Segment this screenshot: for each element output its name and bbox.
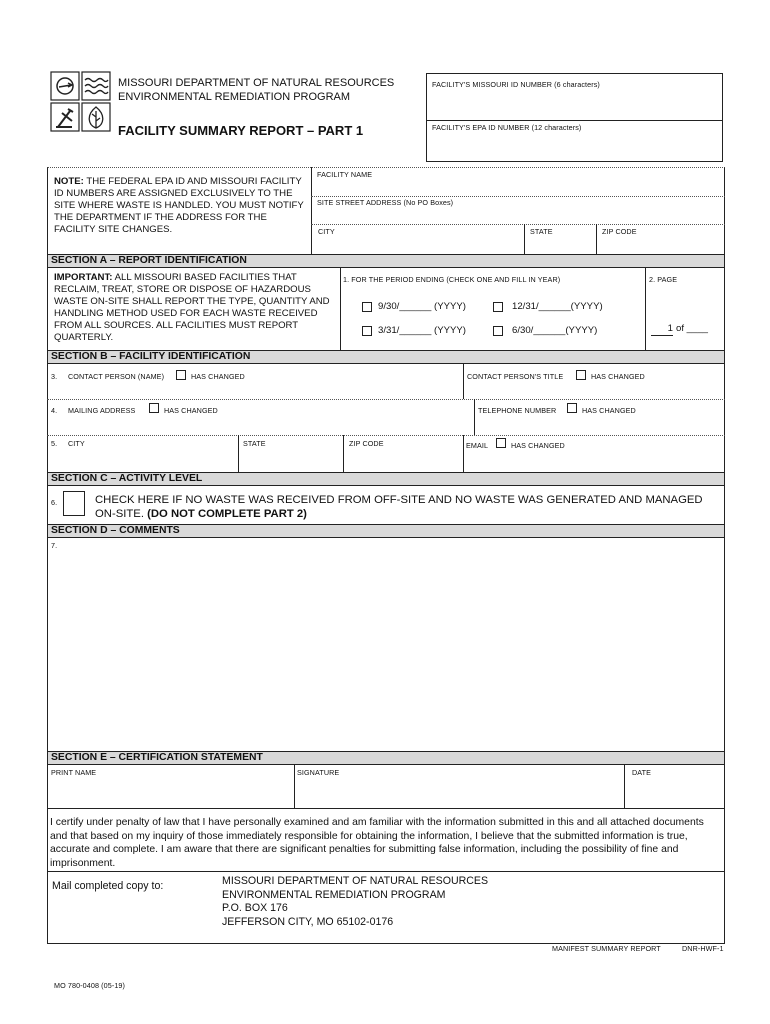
mailing-state-field[interactable] <box>239 450 342 471</box>
form-code: DNR-HWF-1 <box>682 944 724 953</box>
item-7-number: 7. <box>51 541 58 550</box>
print-name-field[interactable] <box>48 777 293 806</box>
mailing-zip-field[interactable] <box>344 450 462 471</box>
telephone-field[interactable] <box>475 416 724 435</box>
telephone-label: TELEPHONE NUMBER <box>478 406 557 415</box>
page-label: 2. PAGE <box>649 275 678 284</box>
section-a-heading: SECTION A – REPORT IDENTIFICATION <box>47 254 725 268</box>
mailing-zip-label: ZIP CODE <box>349 439 384 448</box>
email-changed-checkbox[interactable] <box>496 438 506 448</box>
no-waste-checkbox[interactable] <box>63 491 85 516</box>
period-630-text: 6/30/______(YYYY) <box>512 325 598 336</box>
contact-title-changed-checkbox[interactable] <box>576 370 586 380</box>
contact-name-changed-checkbox[interactable] <box>176 370 186 380</box>
mailing-state-label: STATE <box>243 439 266 448</box>
facility-zip-label: ZIP CODE <box>602 227 637 236</box>
mailing-address-field[interactable] <box>48 416 472 435</box>
facility-zip-field[interactable] <box>597 235 723 253</box>
mail-address-line-3: P.O. BOX 176 <box>222 902 288 915</box>
email-field[interactable] <box>464 452 724 471</box>
page-of-total[interactable]: of ____ <box>676 323 709 334</box>
mail-address <box>222 875 488 929</box>
page-number[interactable]: 1 <box>651 323 673 336</box>
manifest-summary-label: MANIFEST SUMMARY REPORT <box>552 944 661 953</box>
mailing-address-label: MAILING ADDRESS <box>68 406 136 415</box>
section-e-heading: SECTION E – CERTIFICATION STATEMENT <box>47 751 725 765</box>
print-name-label: PRINT NAME <box>51 768 97 777</box>
period-930-checkbox[interactable] <box>362 302 372 312</box>
contact-title-changed-label: HAS CHANGED <box>591 372 645 381</box>
mailing-city-field[interactable] <box>48 450 237 471</box>
period-331-checkbox[interactable] <box>362 326 372 336</box>
dnr-logo <box>50 71 112 133</box>
telephone-changed-label: HAS CHANGED <box>582 406 636 415</box>
epa-id-label: FACILITY'S EPA ID NUMBER (12 characters) <box>432 123 582 132</box>
item-6-number: 6. <box>51 498 58 507</box>
missouri-id-label: FACILITY'S MISSOURI ID NUMBER (6 characters) <box>432 80 600 89</box>
contact-name-label: CONTACT PERSON (NAME) <box>68 372 165 381</box>
signature-label: SIGNATURE <box>297 768 340 777</box>
mailing-city-label: CITY <box>68 439 85 448</box>
page-title: FACILITY SUMMARY REPORT – PART 1 <box>118 123 364 138</box>
contact-title-field[interactable] <box>464 382 724 399</box>
no-waste-text-2: ON-SITE. (DO NOT COMPLETE PART 2) <box>95 508 307 520</box>
item-4-number: 4. <box>51 406 58 415</box>
period-331-text: 3/31/______ (YYYY) <box>378 325 467 336</box>
note-text: NOTE: THE FEDERAL EPA ID AND MISSOURI FACILITY ID NUMBERS ARE ASSIGNED EXCLUSIVELY TO THE SITE WHERE WASTE IS HANDLED. YOU MUST NOTIFY THE DEPARTMENT IF THE ADDRESS FOR THE FACILITY SITE CHANGES. <box>54 176 304 235</box>
section-d-heading: SECTION D – COMMENTS <box>47 524 725 538</box>
signature-field[interactable] <box>295 777 622 806</box>
mail-address-line-2: ENVIRONMENTAL REMEDIATION PROGRAM <box>222 888 446 901</box>
mail-address-line-1: MISSOURI DEPARTMENT OF NATURAL RESOURCES <box>222 875 489 887</box>
facility-name-label: FACILITY NAME <box>317 170 373 179</box>
email-changed-label: HAS CHANGED <box>511 441 565 450</box>
period-1231-text: 12/31/______(YYYY) <box>512 301 603 312</box>
contact-name-field[interactable] <box>48 382 462 399</box>
contact-name-changed-label: HAS CHANGED <box>191 372 245 381</box>
facility-state-label: STATE <box>530 227 553 236</box>
facility-city-field[interactable] <box>312 235 522 253</box>
form-number: MO 780-0408 (05-19) <box>54 981 126 990</box>
contact-title-label: CONTACT PERSON'S TITLE <box>467 372 564 381</box>
period-label: 1. FOR THE PERIOD ENDING (CHECK ONE AND FILL IN YEAR) <box>343 275 561 284</box>
mail-to-label: Mail completed copy to: <box>52 880 164 892</box>
telephone-changed-checkbox[interactable] <box>567 403 577 413</box>
department-name: MISSOURI DEPARTMENT OF NATURAL RESOURCES <box>118 77 395 89</box>
mail-address-line-4: JEFFERSON CITY, MO 65102-0176 <box>222 915 394 928</box>
period-930-text: 9/30/______ (YYYY) <box>378 301 467 312</box>
period-630-checkbox[interactable] <box>493 326 503 336</box>
date-label: DATE <box>632 768 652 777</box>
site-address-label: SITE STREET ADDRESS (No PO Boxes) <box>317 198 454 207</box>
no-waste-text: CHECK HERE IF NO WASTE WAS RECEIVED FROM OFF-SITE AND NO WASTE WAS GENERATED AND MANAGED <box>95 494 703 506</box>
mailing-changed-checkbox[interactable] <box>149 403 159 413</box>
section-b-heading: SECTION B – FACILITY IDENTIFICATION <box>47 350 725 364</box>
site-address-field[interactable] <box>312 207 724 225</box>
date-field[interactable] <box>625 777 724 806</box>
program-name: ENVIRONMENTAL REMEDIATION PROGRAM <box>118 91 351 103</box>
item-5-number: 5. <box>51 439 58 448</box>
item-3-number: 3. <box>51 372 58 381</box>
section-c-heading: SECTION C – ACTIVITY LEVEL <box>47 472 725 486</box>
facility-city-label: CITY <box>318 227 335 236</box>
period-1231-checkbox[interactable] <box>493 302 503 312</box>
facility-name-field[interactable] <box>312 178 724 196</box>
important-text: IMPORTANT: ALL MISSOURI BASED FACILITIES THAT RECLAIM, TREAT, STORE OR DISPOSE OF HAZARDOUS WASTE ON-SITE SHALL REPORT THE TYPE, QUANTITY AND HANDLING METHOD USED FOR EACH WASTE RECEIVED FROM ALL SOURCES. ALL FACILITIES MUST REPORT QUARTERLY. <box>54 272 330 343</box>
certification-text: I certify under penalty of law that I have personally examined and am familiar with the information submitted in this and all attached documents and that based on my inquiry of those immediately responsible for obtaining the information, I believe that the submitted information is true, accurate and complete. I am aware that there are significant penalties for submitting false information, including the possibility of fine and imprisonment. <box>50 817 704 869</box>
email-label: EMAIL <box>466 441 489 450</box>
facility-state-field[interactable] <box>525 235 593 253</box>
comments-field[interactable] <box>60 540 720 748</box>
mailing-changed-label: HAS CHANGED <box>164 406 218 415</box>
